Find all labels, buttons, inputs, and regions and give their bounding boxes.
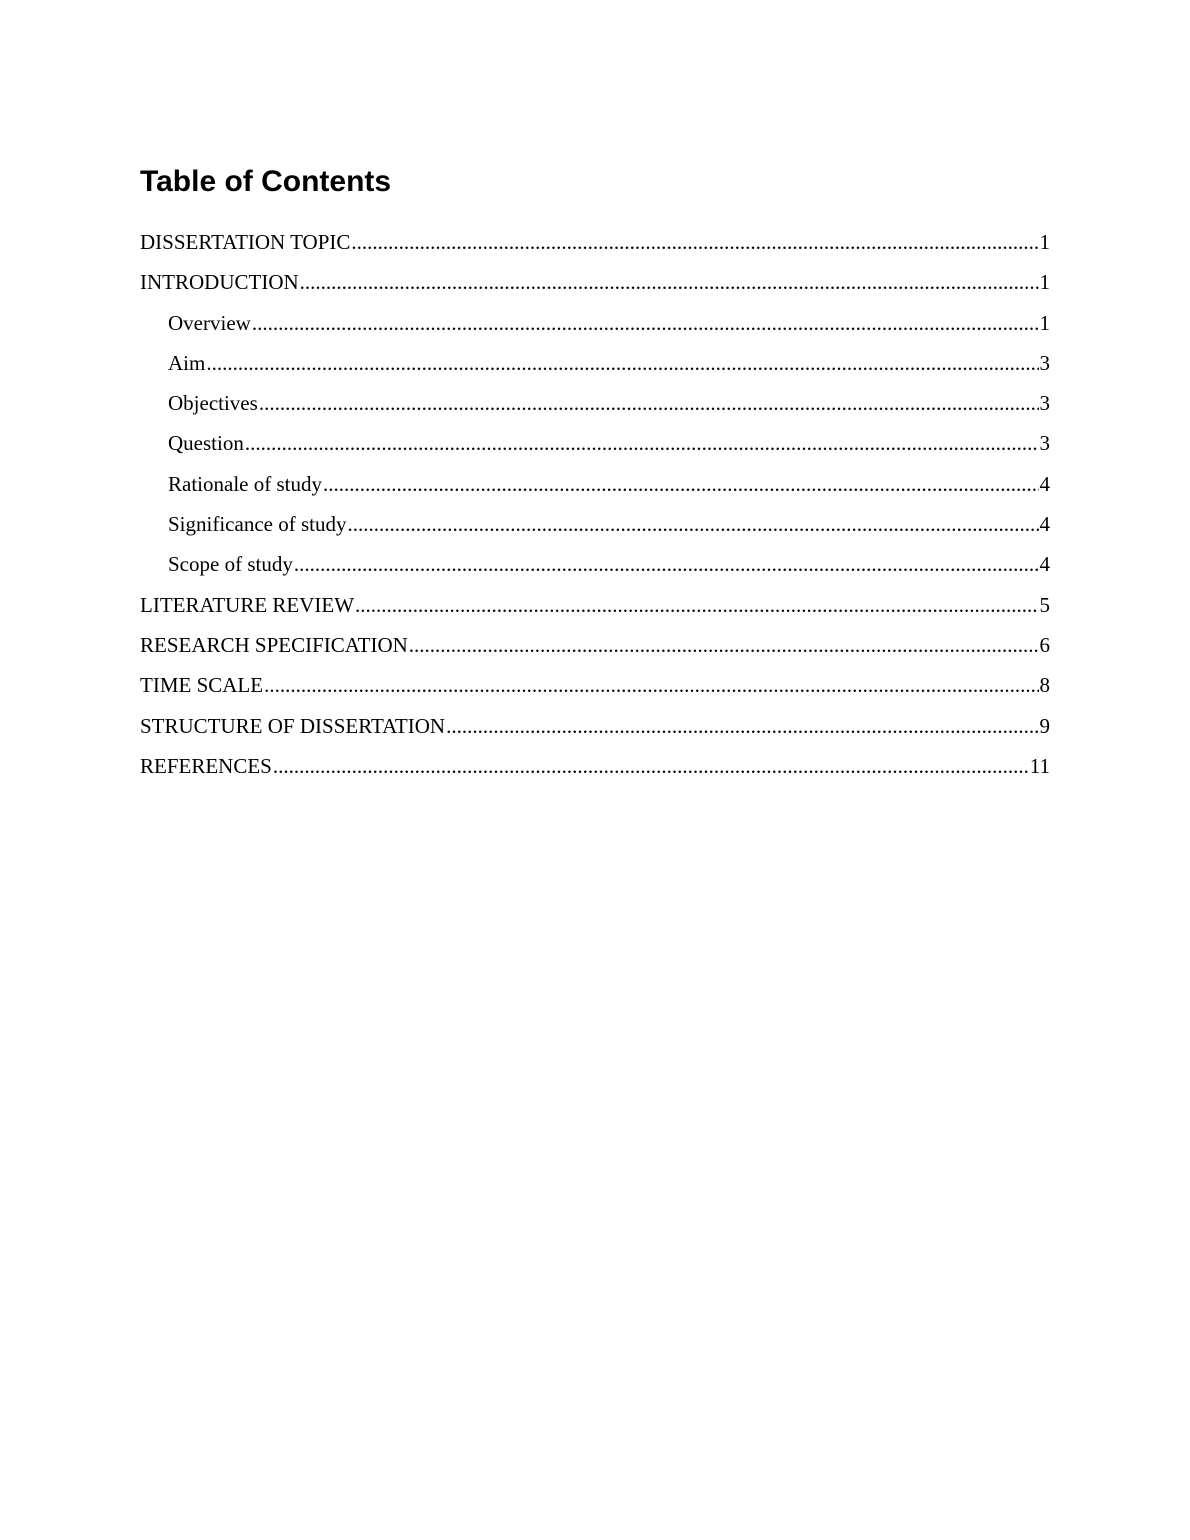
toc-entry-page-number: 3 xyxy=(1039,431,1050,456)
dot-leader xyxy=(273,746,1029,786)
toc-heading: Table of Contents xyxy=(140,165,392,198)
dot-leader xyxy=(206,343,1038,383)
toc-entry-label: INTRODUCTION xyxy=(140,270,299,295)
toc-entry-page-number: 4 xyxy=(1039,552,1050,577)
toc-entry-page-number: 6 xyxy=(1039,632,1050,657)
toc-entry-scope-of-study[interactable] xyxy=(140,544,1050,584)
dot-leader xyxy=(351,222,1038,262)
toc-entry-introduction[interactable] xyxy=(140,262,1050,302)
dot-leader xyxy=(446,706,1038,746)
toc-entry-time-scale[interactable] xyxy=(140,665,1050,705)
toc-entry-label: LITERATURE REVIEW xyxy=(140,592,355,617)
toc-entry-aim[interactable] xyxy=(140,343,1050,383)
toc-entry-page-number: 3 xyxy=(1039,350,1050,375)
toc-entry-page-number: 5 xyxy=(1039,592,1050,617)
toc-entry-label: Significance of study xyxy=(168,512,347,537)
dot-leader xyxy=(259,383,1039,423)
dot-leader xyxy=(347,504,1038,544)
toc-entry-page-number: 8 xyxy=(1039,673,1050,698)
toc-entry-label: Scope of study xyxy=(168,552,293,577)
toc-entry-page-number: 4 xyxy=(1039,512,1050,537)
dot-leader xyxy=(323,464,1039,504)
toc-entry-research-specification[interactable] xyxy=(140,625,1050,665)
dot-leader xyxy=(252,303,1039,343)
toc-entry-page-number: 1 xyxy=(1039,270,1050,295)
toc-entry-page-number: 1 xyxy=(1039,230,1050,254)
toc-entry-rationale-of-study[interactable] xyxy=(140,464,1050,504)
toc-entry-references[interactable] xyxy=(140,746,1050,786)
toc-entry-label: Aim xyxy=(168,350,206,375)
dot-leader xyxy=(245,423,1039,463)
dot-leader xyxy=(264,665,1038,705)
toc-entry-page-number: 3 xyxy=(1039,391,1050,416)
toc-entry-dissertation-topic[interactable] xyxy=(140,222,1050,262)
toc-entry-label: Overview xyxy=(168,310,251,335)
toc-entry-label: Objectives xyxy=(168,391,258,416)
toc-entry-page-number: 11 xyxy=(1029,753,1050,778)
dot-leader xyxy=(355,585,1038,625)
toc-entry-label: DISSERTATION TOPIC xyxy=(140,230,351,254)
toc-entry-question[interactable] xyxy=(140,423,1050,463)
dot-leader xyxy=(409,625,1039,665)
toc-entry-label: RESEARCH SPECIFICATION xyxy=(140,632,408,657)
toc-entry-page-number: 9 xyxy=(1039,713,1050,738)
toc-entry-label: STRUCTURE OF DISSERTATION xyxy=(140,713,446,738)
toc-entry-label: TIME SCALE xyxy=(140,673,264,698)
dot-leader xyxy=(300,262,1039,302)
toc-list xyxy=(140,222,1050,786)
toc-entry-page-number: 4 xyxy=(1039,471,1050,496)
toc-entry-structure-of-dissertation[interactable] xyxy=(140,706,1050,746)
toc-entry-page-number: 1 xyxy=(1039,310,1050,335)
dot-leader xyxy=(294,544,1039,584)
toc-entry-label: REFERENCES xyxy=(140,753,272,778)
toc-entry-objectives[interactable] xyxy=(140,383,1050,423)
toc-entry-significance-of-study[interactable] xyxy=(140,504,1050,544)
toc-entry-overview[interactable] xyxy=(140,303,1050,343)
toc-entry-literature-review[interactable] xyxy=(140,585,1050,625)
toc-entry-label: Rationale of study xyxy=(168,471,322,496)
toc-entry-label: Question xyxy=(168,431,244,456)
